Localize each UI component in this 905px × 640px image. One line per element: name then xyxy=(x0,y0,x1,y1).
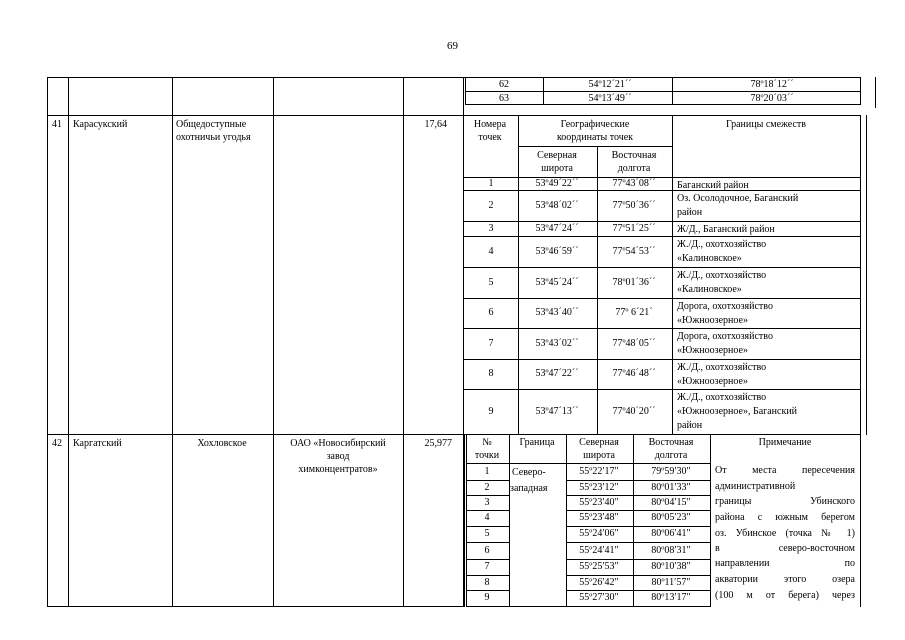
inner-table-rule xyxy=(466,542,510,543)
longitude-value: 78º18´12´´ xyxy=(750,79,794,90)
latitude-value: 55º27′30″ xyxy=(579,592,619,603)
outer-column-rule xyxy=(463,115,464,435)
border-description: «Южноозерное» xyxy=(677,376,748,387)
note-text-line: От места пересечения xyxy=(715,465,855,476)
page-edge-rule xyxy=(875,77,876,108)
table-rule-vertical xyxy=(509,434,510,607)
organisation-name: завод xyxy=(326,451,350,462)
point-number: 8 xyxy=(484,577,490,588)
header-border: Граница xyxy=(519,437,555,448)
longitude-value: 78º01´36´´ xyxy=(612,277,656,288)
outer-column-rule xyxy=(47,77,48,116)
note-text-line: направлении по xyxy=(715,558,855,569)
point-number: 7 xyxy=(484,561,490,572)
inner-table-rule xyxy=(464,434,465,607)
inner-table-rule xyxy=(518,146,673,147)
table-rule-vertical xyxy=(672,115,673,435)
point-number: 7 xyxy=(488,338,494,349)
outer-column-rule xyxy=(47,115,48,435)
inner-table-rule xyxy=(463,359,861,360)
header-coordinates: Географические xyxy=(560,119,630,130)
border-description: район xyxy=(677,420,703,431)
border-description: «Южноозерное», Баганский xyxy=(677,406,798,417)
latitude-value: 53º47´24´´ xyxy=(535,223,579,234)
table-rule-vertical xyxy=(465,77,466,105)
outer-column-rule xyxy=(403,434,404,607)
border-direction: Северо- xyxy=(512,467,546,478)
latitude-value: 53º43´02´´ xyxy=(535,338,579,349)
point-number: 63 xyxy=(499,93,509,104)
header-latitude: широта xyxy=(583,450,615,461)
note-text-line: административной xyxy=(715,481,796,492)
longitude-value: 80º13′17″ xyxy=(651,592,691,603)
point-number: 5 xyxy=(488,277,494,288)
longitude-value: 77º48´05´´ xyxy=(612,338,656,349)
table-rule-vertical xyxy=(710,434,711,607)
header-coordinates: координаты точек xyxy=(556,132,634,143)
table-rule-vertical xyxy=(860,115,861,435)
border-description: «Калиновское» xyxy=(677,253,742,264)
latitude-value: 55º22′17″ xyxy=(579,466,619,477)
outer-column-rule xyxy=(47,434,48,607)
inner-table-rule xyxy=(463,328,861,329)
border-description: Оз. Осолодочное, Баганский xyxy=(677,193,799,204)
inner-table-rule xyxy=(566,542,711,543)
header-latitude: Северная xyxy=(579,437,619,448)
note-text-line: (100 м от берега) через xyxy=(715,590,855,601)
point-number: 3 xyxy=(484,497,490,508)
longitude-value: 79º59′30″ xyxy=(651,466,691,477)
latitude-value: 53º43´40´´ xyxy=(535,307,579,318)
inner-table-rule xyxy=(860,434,861,607)
point-number: 6 xyxy=(484,545,490,556)
longitude-value: 77º51´25´´ xyxy=(612,223,656,234)
note-text-line: оз. Убинское (точка № 1) xyxy=(715,528,855,539)
latitude-value: 55º24′41″ xyxy=(579,545,619,556)
point-number: 6 xyxy=(488,307,494,318)
row-number: 41 xyxy=(52,119,62,130)
area-value: 17,64 xyxy=(424,119,447,130)
header-borders: Границы смежеств xyxy=(725,119,807,130)
inner-table-rule xyxy=(463,298,861,299)
note-text-line: района с южным берегом xyxy=(715,512,855,523)
point-number: 1 xyxy=(488,178,494,189)
hunting-ground-name: Хохловское xyxy=(197,438,247,449)
longitude-value: 77º54´53´´ xyxy=(612,246,656,257)
longitude-value: 80º01′33″ xyxy=(651,482,691,493)
table-rule-vertical xyxy=(860,77,861,105)
page-number: 69 xyxy=(447,40,458,52)
header-longitude: Восточная xyxy=(611,150,657,161)
longitude-value: 80º11′57″ xyxy=(651,577,691,588)
latitude-value: 55º23′48″ xyxy=(579,512,619,523)
table-rule-vertical xyxy=(543,77,544,105)
outer-column-rule xyxy=(172,77,173,116)
header-point-number: № xyxy=(482,437,492,448)
latitude-value: 53º48´02´´ xyxy=(535,200,579,211)
border-description: Ж./Д., охотхозяйство xyxy=(677,270,767,281)
page-edge-rule xyxy=(866,115,867,435)
border-description: Баганский район xyxy=(677,180,749,191)
table-rule-vertical xyxy=(672,77,673,105)
border-description: «Калиновское» xyxy=(677,284,742,295)
border-direction: западная xyxy=(510,483,548,494)
inner-table-rule xyxy=(466,434,861,435)
district-name: Каргатский xyxy=(73,438,122,449)
outer-column-rule xyxy=(68,115,69,435)
inner-table-rule xyxy=(466,463,711,464)
header-point-number: Номера xyxy=(473,119,507,130)
point-number: 5 xyxy=(484,528,490,539)
longitude-value: 77º40´20´´ xyxy=(612,406,656,417)
row-separator xyxy=(47,606,464,607)
border-description: Дорога, охотхозяйство xyxy=(677,331,773,342)
inner-table-rule xyxy=(463,190,861,191)
latitude-value: 55º24′06″ xyxy=(579,528,619,539)
border-description: Ж./Д., охотхозяйство xyxy=(677,392,767,403)
point-number: 2 xyxy=(488,200,494,211)
longitude-value: 77º50´36´´ xyxy=(612,200,656,211)
point-number: 9 xyxy=(488,406,494,417)
point-number: 62 xyxy=(499,79,509,90)
area-value: 25,977 xyxy=(424,438,452,449)
hunting-ground-name: охотничьи угодья xyxy=(176,132,251,143)
point-number: 8 xyxy=(488,368,494,379)
header-latitude: широта xyxy=(541,163,573,174)
point-number: 2 xyxy=(484,482,490,493)
inner-table-rule xyxy=(463,389,861,390)
header-note: Примечание xyxy=(758,437,812,448)
header-latitude: Северная xyxy=(537,150,577,161)
latitude-value: 53º47´22´´ xyxy=(535,368,579,379)
outer-column-rule xyxy=(172,434,173,607)
point-number: 3 xyxy=(488,223,494,234)
latitude-value: 53º49´22´´ xyxy=(535,178,579,189)
border-description: «Южноозерное» xyxy=(677,315,748,326)
longitude-value: 80º06′41″ xyxy=(651,528,691,539)
district-name: Карасукский xyxy=(73,119,128,130)
header-longitude: долгота xyxy=(654,450,688,461)
outer-column-rule xyxy=(403,77,404,116)
inner-table-rule xyxy=(463,115,861,116)
outer-column-rule xyxy=(273,115,274,435)
organisation-name: ОАО «Новосибирский xyxy=(290,438,386,449)
organisation-name: химконцентратов» xyxy=(298,464,378,475)
longitude-value: 80º04′15″ xyxy=(651,497,691,508)
header-longitude: долгота xyxy=(617,163,651,174)
longitude-value: 80º05′23″ xyxy=(651,512,691,523)
latitude-value: 55º23′40″ xyxy=(579,497,619,508)
latitude-value: 53º45´24´´ xyxy=(535,277,579,288)
inner-table-rule xyxy=(466,606,711,607)
border-description: район xyxy=(677,207,703,218)
longitude-value: 80º10′38″ xyxy=(651,561,691,572)
longitude-value: 77º43´08´´ xyxy=(612,178,656,189)
point-number: 9 xyxy=(484,592,490,603)
latitude-value: 55º25′53″ xyxy=(579,561,619,572)
header-point-number: точки xyxy=(474,450,500,461)
point-number: 4 xyxy=(484,512,490,523)
outer-column-rule xyxy=(68,434,69,607)
border-description: «Южноозерное» xyxy=(677,345,748,356)
longitude-value: 80º08′31″ xyxy=(651,545,691,556)
header-point-number: точек xyxy=(478,132,502,143)
latitude-value: 55º23′12″ xyxy=(579,482,619,493)
latitude-value: 54º13´49´´ xyxy=(588,93,632,104)
outer-column-rule xyxy=(463,77,464,116)
point-number: 4 xyxy=(488,246,494,257)
inner-table-rule xyxy=(463,267,861,268)
outer-column-rule xyxy=(172,115,173,435)
outer-column-rule xyxy=(273,77,274,116)
note-text-line: границы Убинского xyxy=(715,496,855,507)
outer-column-rule xyxy=(403,115,404,435)
longitude-value: 77º 6´21´ xyxy=(615,307,653,318)
longitude-value: 77º46´48´´ xyxy=(612,368,656,379)
inner-table-rule xyxy=(463,236,861,237)
row-number: 42 xyxy=(52,438,62,449)
border-description: Дорога, охотхозяйство xyxy=(677,301,773,312)
point-number: 1 xyxy=(484,466,490,477)
latitude-value: 53º46´59´´ xyxy=(535,246,579,257)
longitude-value: 78º20´03´´ xyxy=(750,93,794,104)
latitude-value: 53º47´13´´ xyxy=(535,406,579,417)
latitude-value: 55º26′42″ xyxy=(579,577,619,588)
outer-column-rule xyxy=(68,77,69,116)
border-description: Ж/Д., Баганский район xyxy=(677,224,775,235)
border-description: Ж./Д., охотхозяйство xyxy=(677,362,767,373)
note-text-line: акватории этого озера xyxy=(715,574,855,585)
hunting-ground-name: Общедоступные xyxy=(176,119,247,130)
border-description: Ж./Д., охотхозяйство xyxy=(677,239,767,250)
header-longitude: Восточная xyxy=(648,437,694,448)
latitude-value: 54º12´21´´ xyxy=(588,79,632,90)
note-text-line: в северо-восточном xyxy=(715,543,855,554)
